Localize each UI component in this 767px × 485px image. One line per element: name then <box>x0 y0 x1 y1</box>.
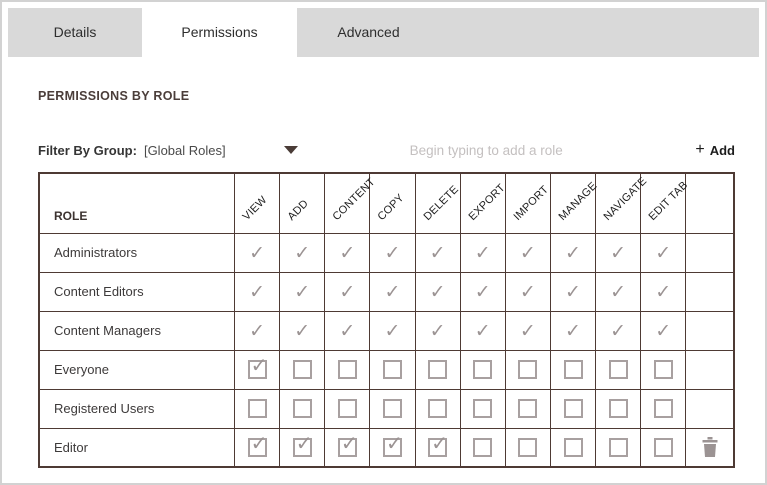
perm-cell-edit-tab <box>641 428 686 467</box>
inherited-check-icon: ✓ <box>429 242 446 264</box>
checkbox-unchecked[interactable] <box>473 360 492 379</box>
perm-cell-delete <box>415 311 460 350</box>
role-name: Content Editors <box>39 272 235 311</box>
perm-cell-manage <box>550 350 595 389</box>
perm-cell-add <box>280 350 325 389</box>
perm-cell-edit-tab <box>641 389 686 428</box>
perm-cell-navigate <box>596 311 641 350</box>
role-name: Everyone <box>39 350 235 389</box>
perm-cell-edit-tab <box>641 233 686 272</box>
column-header-label: CONTENT <box>330 175 378 223</box>
column-header-label: DELETE <box>421 182 461 223</box>
checkbox-unchecked[interactable] <box>564 399 583 418</box>
checkbox-unchecked[interactable] <box>609 399 628 418</box>
perm-cell-edit-tab <box>641 311 686 350</box>
perm-cell-view <box>235 272 280 311</box>
perm-cell-import <box>505 350 550 389</box>
checkbox-unchecked[interactable] <box>293 399 312 418</box>
perm-cell-manage <box>550 311 595 350</box>
inherited-check-icon: ✓ <box>565 281 581 303</box>
checkbox-unchecked[interactable] <box>383 360 402 379</box>
chevron-down-icon[interactable] <box>284 146 298 154</box>
checkbox-checked[interactable] <box>293 438 312 457</box>
inherited-check-icon: ✓ <box>249 242 266 264</box>
inherited-check-icon: ✓ <box>474 281 491 303</box>
inherited-check-icon: ✓ <box>655 320 672 342</box>
table-row <box>39 389 734 428</box>
perm-cell-add <box>280 389 325 428</box>
column-header-label: VIEW <box>240 193 270 223</box>
checkbox-checked[interactable] <box>428 438 447 457</box>
inherited-check-icon: ✓ <box>610 320 627 342</box>
checkbox-unchecked[interactable] <box>654 360 673 379</box>
perm-cell-copy <box>370 311 415 350</box>
perm-cell-import <box>505 272 550 311</box>
filter-row <box>38 141 735 159</box>
perm-cell-view <box>235 311 280 350</box>
inherited-check-icon: ✓ <box>474 242 491 264</box>
column-header-label: MANAGE <box>556 179 600 223</box>
filter-by-group-label: Filter By Group: <box>38 142 137 158</box>
checkbox-unchecked[interactable] <box>293 360 312 379</box>
role-name: Administrators <box>39 233 235 272</box>
inherited-check-icon: ✓ <box>474 320 491 342</box>
perm-cell-view <box>235 428 280 467</box>
perm-cell-add <box>280 428 325 467</box>
perm-cell-delete <box>415 233 460 272</box>
plus-icon: + <box>695 141 705 158</box>
tab-permissions[interactable]: Permissions <box>142 8 297 57</box>
perm-cell-navigate <box>596 272 641 311</box>
perm-cell-export <box>460 428 505 467</box>
perm-cell-navigate <box>596 428 641 467</box>
perm-cell-content <box>325 389 370 428</box>
checkbox-checked[interactable] <box>338 438 357 457</box>
perm-cell-export <box>460 311 505 350</box>
checkbox-unchecked[interactable] <box>383 399 402 418</box>
row-actions-cell <box>686 272 734 311</box>
perm-cell-view <box>235 389 280 428</box>
perm-cell-copy <box>370 428 415 467</box>
checkbox-unchecked[interactable] <box>518 399 537 418</box>
checkbox-checked[interactable] <box>248 438 267 457</box>
perm-cell-manage <box>550 389 595 428</box>
row-actions-cell <box>686 311 734 350</box>
checkbox-unchecked[interactable] <box>654 438 673 457</box>
checkbox-unchecked[interactable] <box>248 399 267 418</box>
table-row <box>39 350 734 389</box>
tab-bar <box>8 8 759 57</box>
checkbox-unchecked[interactable] <box>518 438 537 457</box>
permissions-table <box>38 172 735 468</box>
checkbox-checked[interactable] <box>248 360 267 379</box>
perm-cell-view <box>235 350 280 389</box>
perm-cell-copy <box>370 389 415 428</box>
add-role-button-label: Add <box>709 142 735 158</box>
row-actions-cell <box>686 350 734 389</box>
checkbox-unchecked[interactable] <box>338 399 357 418</box>
checkbox-unchecked[interactable] <box>473 438 492 457</box>
inherited-check-icon: ✓ <box>519 281 536 303</box>
inherited-check-icon: ✓ <box>519 242 536 264</box>
perm-cell-import <box>505 428 550 467</box>
inherited-check-icon: ✓ <box>565 242 581 264</box>
column-header-label: EXPORT <box>466 181 508 223</box>
permissions-panel <box>2 89 765 468</box>
perm-cell-add <box>280 272 325 311</box>
checkbox-unchecked[interactable] <box>654 399 673 418</box>
checkbox-unchecked[interactable] <box>564 360 583 379</box>
checkbox-unchecked[interactable] <box>564 438 583 457</box>
table-row <box>39 272 734 311</box>
perm-cell-navigate <box>596 233 641 272</box>
role-name: Content Managers <box>39 311 235 350</box>
perm-cell-content <box>325 428 370 467</box>
role-column-header: ROLE <box>39 173 235 233</box>
column-header-navigate <box>596 173 650 233</box>
row-actions-cell <box>686 428 734 467</box>
add-role-button[interactable] <box>695 141 735 159</box>
perm-cell-navigate <box>596 389 641 428</box>
column-header-edit-tab <box>641 173 691 233</box>
checkbox-unchecked[interactable] <box>609 438 628 457</box>
add-role-input[interactable] <box>410 143 696 158</box>
perm-cell-copy <box>370 272 415 311</box>
perm-cell-manage <box>550 233 595 272</box>
inherited-check-icon: ✓ <box>655 281 672 303</box>
perm-cell-import <box>505 311 550 350</box>
perm-cell-edit-tab <box>641 350 686 389</box>
row-actions-cell <box>686 389 734 428</box>
tab-details[interactable]: Details <box>53 24 97 40</box>
inherited-check-icon: ✓ <box>519 320 536 342</box>
perm-cell-view <box>235 233 280 272</box>
perm-cell-export <box>460 233 505 272</box>
checkbox-unchecked[interactable] <box>428 399 447 418</box>
inherited-check-icon: ✓ <box>384 320 401 342</box>
perm-cell-navigate <box>596 350 641 389</box>
perm-cell-copy <box>370 350 415 389</box>
perm-cell-copy <box>370 233 415 272</box>
perm-cell-import <box>505 233 550 272</box>
column-header-content <box>325 173 378 233</box>
checkbox-checked[interactable] <box>383 438 402 457</box>
column-header-view <box>235 173 280 233</box>
column-header-label: COPY <box>375 191 408 223</box>
column-header-manage <box>550 173 600 233</box>
inherited-check-icon: ✓ <box>384 242 401 264</box>
inherited-check-icon: ✓ <box>339 242 356 264</box>
table-header-row <box>39 173 734 233</box>
role-name: Editor <box>39 428 235 467</box>
inherited-check-icon: ✓ <box>249 320 266 342</box>
perm-cell-manage <box>550 272 595 311</box>
table-row <box>39 428 734 467</box>
section-title: PERMISSIONS BY ROLE <box>38 89 190 103</box>
row-actions-cell <box>686 233 734 272</box>
perm-cell-content <box>325 350 370 389</box>
inherited-check-icon: ✓ <box>429 281 446 303</box>
perm-cell-content <box>325 311 370 350</box>
checkbox-unchecked[interactable] <box>338 360 357 379</box>
perm-cell-add <box>280 311 325 350</box>
inherited-check-icon: ✓ <box>610 242 627 264</box>
perm-cell-delete <box>415 272 460 311</box>
inherited-check-icon: ✓ <box>294 320 311 342</box>
inherited-check-icon: ✓ <box>339 320 356 342</box>
column-header-delete <box>415 173 460 233</box>
table-row <box>39 233 734 272</box>
inherited-check-icon: ✓ <box>429 320 446 342</box>
role-name: Registered Users <box>39 389 235 428</box>
inherited-check-icon: ✓ <box>384 281 401 303</box>
inherited-check-icon: ✓ <box>565 320 581 342</box>
column-header-label: IMPORT <box>511 183 551 223</box>
inherited-check-icon: ✓ <box>249 281 266 303</box>
perm-cell-content <box>325 233 370 272</box>
column-header-export <box>460 173 508 233</box>
column-header-import <box>505 173 550 233</box>
perm-cell-export <box>460 389 505 428</box>
inherited-check-icon: ✓ <box>339 281 356 303</box>
checkbox-unchecked[interactable] <box>428 360 447 379</box>
table-row <box>39 311 734 350</box>
inherited-check-icon: ✓ <box>294 281 311 303</box>
perm-cell-add <box>280 233 325 272</box>
inherited-check-icon: ✓ <box>294 242 311 264</box>
perm-cell-export <box>460 272 505 311</box>
perm-cell-manage <box>550 428 595 467</box>
tab-advanced[interactable]: Advanced <box>337 24 400 40</box>
inherited-check-icon: ✓ <box>655 242 672 264</box>
actions-column-header <box>686 173 734 233</box>
perm-cell-delete <box>415 389 460 428</box>
checkbox-unchecked[interactable] <box>518 360 537 379</box>
column-header-add <box>280 173 325 233</box>
trash-icon[interactable] <box>701 437 719 457</box>
column-header-copy <box>370 173 415 233</box>
perm-cell-delete <box>415 350 460 389</box>
column-header-label: NAVIGATE <box>601 174 650 223</box>
perm-cell-export <box>460 350 505 389</box>
column-header-label: ADD <box>285 197 312 223</box>
inherited-check-icon: ✓ <box>610 281 627 303</box>
group-filter-dropdown[interactable]: [Global Roles] <box>143 142 226 158</box>
column-header-label: EDIT TAB <box>646 178 691 223</box>
checkbox-unchecked[interactable] <box>473 399 492 418</box>
checkbox-unchecked[interactable] <box>609 360 628 379</box>
perm-cell-content <box>325 272 370 311</box>
perm-cell-edit-tab <box>641 272 686 311</box>
perm-cell-delete <box>415 428 460 467</box>
perm-cell-import <box>505 389 550 428</box>
